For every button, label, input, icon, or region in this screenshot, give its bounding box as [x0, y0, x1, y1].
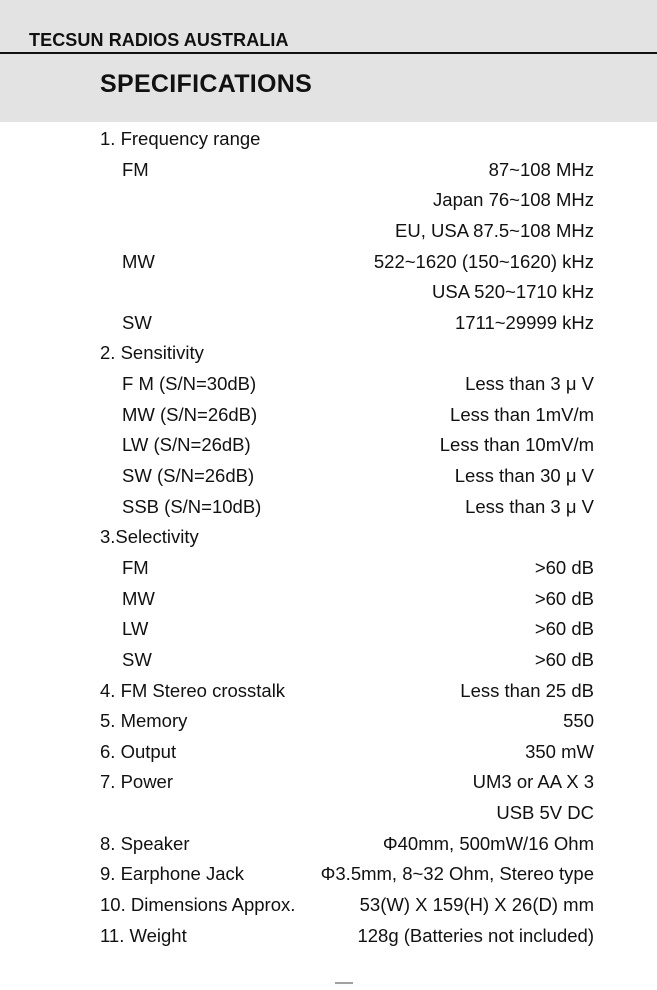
spec-label: MW: [122, 250, 155, 272]
spec-label: 1. Frequency range: [100, 128, 261, 149]
spec-value: USA 520~1710 kHz: [432, 281, 594, 303]
spec-row: [0, 859, 657, 890]
spec-sub-row: [0, 614, 657, 645]
spec-label: SW: [122, 311, 152, 333]
page-number-mark: [335, 982, 353, 990]
spec-value: >60 dB: [534, 587, 594, 609]
spec-label: 10. Dimensions Approx.: [100, 894, 296, 916]
page-header: [0, 0, 657, 122]
spec-row: [0, 338, 657, 369]
spec-value: Less than 10mV/m: [439, 434, 594, 456]
spec-sub-row: [0, 492, 657, 523]
spec-label: 2. Sensitivity: [100, 342, 204, 364]
spec-sub-row: [0, 308, 657, 339]
spec-label: MW (S/N=26dB): [122, 403, 258, 425]
spec-value: Less than 30 μ V: [454, 465, 594, 487]
spec-row: [0, 706, 657, 737]
spec-sub-row: [0, 155, 657, 186]
spec-sub-row: [0, 277, 657, 308]
spec-label: SSB (S/N=10dB): [122, 495, 262, 517]
spec-value: Japan 76~108 MHz: [433, 189, 594, 211]
spec-label: FM: [122, 158, 149, 180]
spec-label: 3.Selectivity: [100, 526, 199, 548]
spec-value: >60 dB: [534, 648, 594, 670]
spec-label: 6. Output: [100, 740, 177, 762]
spec-row: [0, 737, 657, 768]
spec-value: 550: [563, 710, 594, 732]
spec-row: [0, 890, 657, 921]
spec-label: LW: [122, 618, 149, 640]
spec-row: [0, 676, 657, 707]
spec-value: >60 dB: [534, 556, 594, 578]
spec-value: Less than 3 μ V: [465, 373, 594, 395]
spec-row: [0, 829, 657, 860]
spec-sub-row: [0, 553, 657, 584]
spec-value: EU, USA 87.5~108 MHz: [395, 219, 594, 241]
spec-sub-row: [0, 247, 657, 278]
spec-value: UM3 or AA X 3: [472, 771, 594, 793]
spec-value: USB 5V DC: [496, 802, 594, 824]
spec-row: [0, 767, 657, 798]
spec-value: 87~108 MHz: [488, 158, 594, 180]
spec-value: Less than 3 μ V: [465, 495, 594, 517]
spec-value: Less than 25 dB: [460, 679, 594, 701]
spec-sub-row: [0, 584, 657, 615]
spec-sub-row: [0, 645, 657, 676]
spec-value: 53(W) X 159(H) X 26(D) mm: [359, 894, 594, 916]
spec-row: [0, 522, 657, 553]
spec-value: 350 mW: [525, 740, 594, 762]
spec-label: MW: [122, 587, 155, 609]
spec-sub-row: [0, 400, 657, 431]
page-title: SPECIFICATIONS: [100, 70, 313, 98]
spec-label: 5. Memory: [100, 710, 188, 732]
spec-label: 11. Weight: [100, 924, 187, 946]
spec-value: Less than 1mV/m: [450, 403, 594, 425]
spec-value: Φ40mm, 500mW/16 Ohm: [382, 832, 594, 854]
spec-row: [0, 798, 657, 829]
spec-value: Φ3.5mm, 8~32 Ohm, Stereo type: [320, 863, 594, 885]
spec-row: [0, 124, 657, 155]
specifications-list: [0, 124, 657, 951]
spec-label: 7. Power: [100, 771, 174, 793]
spec-label: SW (S/N=26dB): [122, 465, 255, 487]
spec-sub-row: [0, 369, 657, 400]
spec-row: [0, 921, 657, 952]
spec-sub-row: [0, 461, 657, 492]
spec-label: SW: [122, 648, 152, 670]
spec-sub-row: [0, 430, 657, 461]
spec-label: F M (S/N=30dB): [122, 373, 257, 395]
header-rule: [0, 52, 657, 54]
brand-name: TECSUN RADIOS AUSTRALIA: [29, 30, 289, 50]
spec-label: 8. Speaker: [100, 832, 190, 854]
spec-value: 128g (Batteries not included): [357, 924, 594, 946]
spec-label: 9. Earphone Jack: [100, 863, 244, 885]
spec-value: >60 dB: [534, 618, 594, 640]
spec-value: 522~1620 (150~1620) kHz: [373, 250, 594, 272]
spec-sub-row: [0, 216, 657, 247]
spec-label: 4. FM Stereo crosstalk: [100, 679, 286, 701]
spec-label: LW (S/N=26dB): [122, 434, 251, 456]
spec-sub-row: [0, 185, 657, 216]
spec-label: FM: [122, 556, 149, 578]
spec-value: 1711~29999 kHz: [454, 311, 594, 333]
